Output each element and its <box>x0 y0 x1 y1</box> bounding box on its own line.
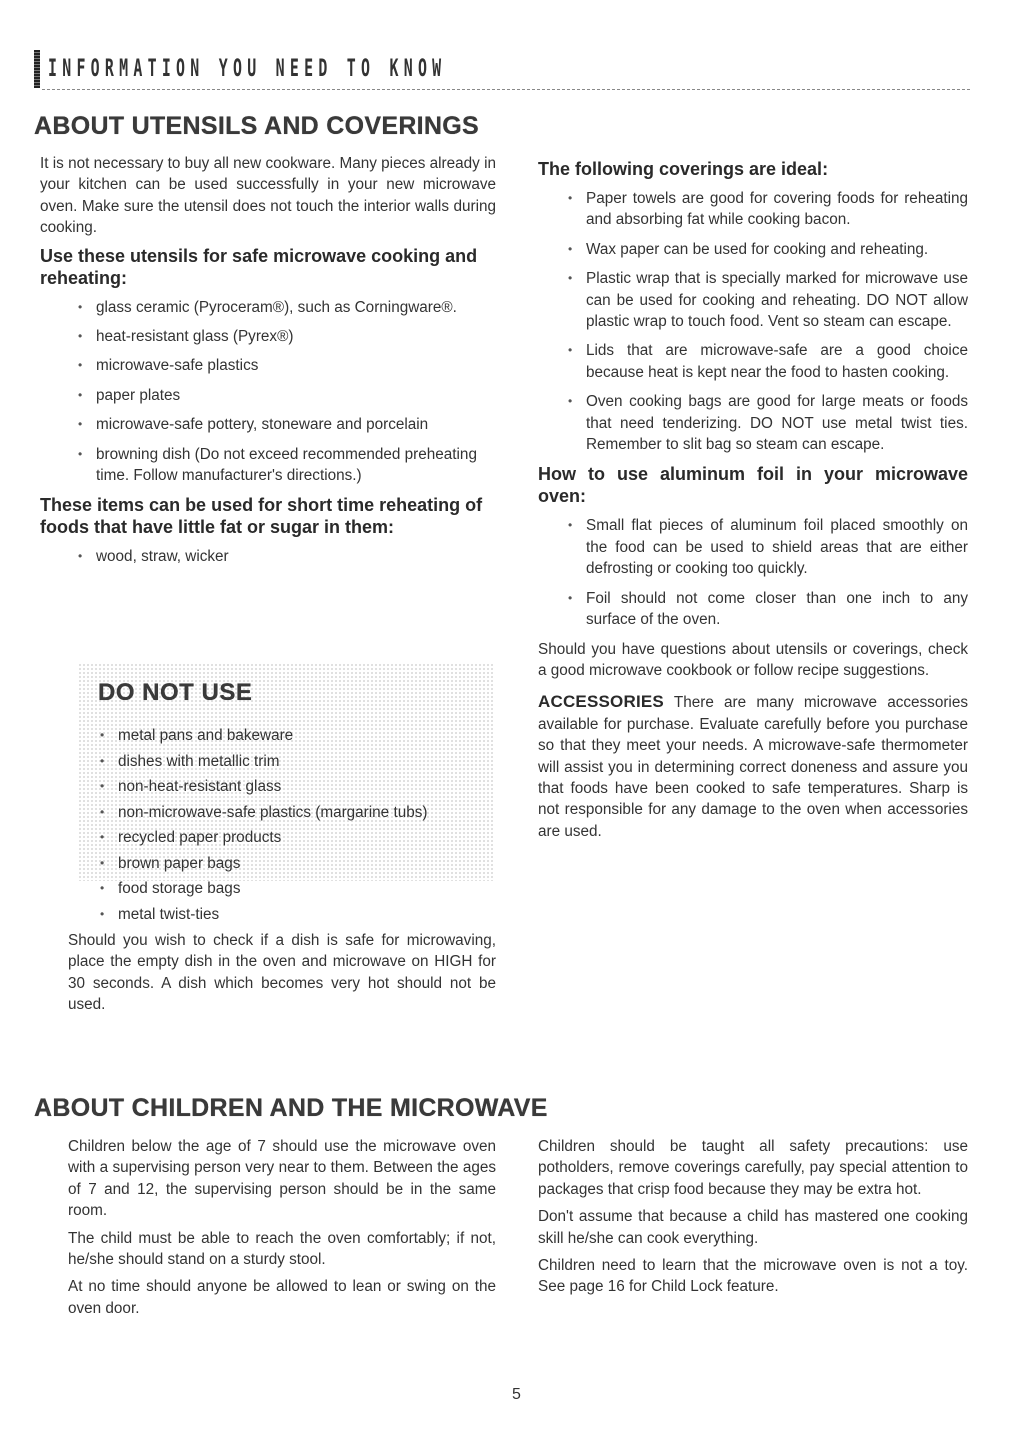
bullet-icon: • <box>568 271 573 286</box>
list-item: • wood, straw, wicker <box>78 546 496 567</box>
children-paragraph: Children should be taught all safety precautions: use potholders, remove coverings carefully, pay special attention to packages that crisp food because they may be extra hot. <box>538 1138 968 1198</box>
children-left-column <box>68 1136 496 1325</box>
bullet-icon: • <box>100 855 105 870</box>
page-number: 5 <box>512 1386 521 1403</box>
questions-text: Should you have questions about utensils or coverings, check a good microwave cookbook or follow recipe suggestions. <box>538 640 968 679</box>
do-not-use-title: DO NOT USE <box>98 679 253 706</box>
bullet-icon: • <box>568 241 573 256</box>
children-paragraph: The child must be able to reach the oven comfortably; if not, he/she should stand on a sturdy stool. <box>68 1229 496 1269</box>
list-item: • recycled paper products <box>100 825 427 851</box>
bullet-icon: • <box>100 728 105 742</box>
section-title-utensils: ABOUT UTENSILS AND COVERINGS <box>34 112 479 140</box>
header-bar-decoration <box>34 50 40 88</box>
check-dish-block <box>68 930 496 1022</box>
children-paragraph: Don't assume that because a child has mastered one cooking skill he/she can cook everything. <box>538 1208 968 1247</box>
bullet-icon: • <box>78 446 83 461</box>
children-right-column <box>538 1136 968 1304</box>
bullet-icon: • <box>78 387 83 402</box>
coverings-list <box>538 188 968 455</box>
bullet-icon: • <box>78 358 83 373</box>
bullet-icon: • <box>568 590 573 605</box>
bullet-icon: • <box>78 417 83 432</box>
section-title-children: ABOUT CHILDREN AND THE MICROWAVE <box>34 1094 548 1122</box>
do-not-use-box <box>78 663 494 923</box>
list-item: • metal twist-ties <box>100 902 427 928</box>
short-reheat-heading: These items can be used for short time reheating of foods that have little fat or sugar in them: <box>40 495 483 538</box>
bullet-icon: • <box>100 753 105 768</box>
list-item: • microwave-safe plastics <box>78 355 496 376</box>
bullet-icon: • <box>568 343 573 358</box>
list-item: • non-heat-resistant glass <box>100 774 427 800</box>
utensils-left-column <box>40 153 496 576</box>
foil-list <box>538 515 968 630</box>
list-item: • Oven cooking bags are good for large meats or foods that need tenderizing. DO NOT use metal twist ties. Remember to slit bag so steam can escape. <box>568 393 968 454</box>
bullet-icon: • <box>78 329 83 344</box>
list-item: • Foil should not come closer than one inch to any surface of the oven. <box>568 589 968 629</box>
bullet-icon: • <box>78 549 83 564</box>
utensils-right-column <box>538 158 968 848</box>
page-header-title: INFORMATION YOU NEED TO KNOW <box>48 54 447 82</box>
list-item: • Lids that are microwave-safe are a good choice because heat is kept near the food to hasten cooking. <box>568 342 968 381</box>
bullet-icon: • <box>100 906 105 921</box>
children-paragraph: Children need to learn that the microwave oven is not a toy. See page 16 for Child Lock feature. <box>538 1257 968 1296</box>
accessories-text: There are many microwave accessories available for purchase. Evaluate carefully before you purchase so that they meet your needs. A microwave-safe thermometer will assist you in determining correct doneness and assure you that foods have been cooked to safe temperatures. Sharp is not responsible for any damage to the oven when accessories are used. <box>538 694 968 840</box>
bullet-icon: • <box>568 394 573 409</box>
bullet-icon: • <box>78 299 83 314</box>
list-item: • browning dish (Do not exceed recommended preheating time. Follow manufacturer's directions.) <box>78 445 477 485</box>
accessories-paragraph <box>538 691 968 842</box>
bullet-icon: • <box>100 881 105 895</box>
children-paragraph: Children below the age of 7 should use the microwave oven with a supervising person very near to them. Between the ages of 7 and 12, the supervising person should be in the same room. <box>68 1138 496 1220</box>
safe-utensils-heading: Use these utensils for safe microwave cooking and reheating: <box>40 245 478 288</box>
list-item: • food storage bags <box>100 876 427 902</box>
safe-utensils-list <box>40 297 496 487</box>
bullet-icon: • <box>568 191 573 205</box>
list-item: • Paper towels are good for covering foods for reheating and absorbing fat while cooking bacon. <box>568 190 968 229</box>
list-item: • paper plates <box>78 385 496 406</box>
bullet-icon: • <box>568 518 573 533</box>
list-item: • heat-resistant glass (Pyrex®) <box>78 326 496 347</box>
accessories-label: ACCESSORIES <box>538 692 664 712</box>
list-item: • Small flat pieces of aluminum foil placed smoothly on the food can be used to shield areas that are either defrosting or cooking too quickly. <box>568 517 968 578</box>
children-paragraph: At no time should anyone be allowed to lean or swing on the oven door. <box>68 1278 496 1317</box>
bullet-icon: • <box>100 830 105 844</box>
bullet-icon: • <box>100 779 105 793</box>
short-reheat-list <box>40 546 496 567</box>
page-header <box>34 48 970 90</box>
list-item: • non-microwave-safe plastics (margarine tubs) <box>100 800 427 826</box>
list-item: • brown paper bags <box>100 851 427 877</box>
utensils-intro: It is not necessary to buy all new cookware. Many pieces already in your kitchen can be used successfully in your new microwave oven. Make sure the utensil does not touch the interior walls during cooking. <box>40 155 496 237</box>
list-item: • microwave-safe pottery, stoneware and porcelain <box>78 414 496 435</box>
check-dish-text: Should you wish to check if a dish is safe for microwaving, place the empty dish in the oven and microwave on HIGH for 30 seconds. A dish which becomes very hot should not be used. <box>68 932 496 1014</box>
do-not-use-list <box>100 723 427 927</box>
header-dashed-rule <box>42 89 970 90</box>
list-item: • dishes with metallic trim <box>100 749 427 775</box>
list-item: • Wax paper can be used for cooking and reheating. <box>568 239 968 260</box>
bullet-icon: • <box>100 804 105 819</box>
list-item: • Plastic wrap that is specially marked for microwave use can be used for cooking and reheating. DO NOT allow plastic wrap to touch food. Vent so steam can escape. <box>568 270 968 331</box>
list-item: • metal pans and bakeware <box>100 723 427 749</box>
coverings-heading: The following coverings are ideal: <box>538 159 829 179</box>
foil-heading: How to use aluminum foil in your microwave oven: <box>538 464 968 507</box>
list-item: • glass ceramic (Pyroceram®), such as Corningware®. <box>78 297 496 318</box>
